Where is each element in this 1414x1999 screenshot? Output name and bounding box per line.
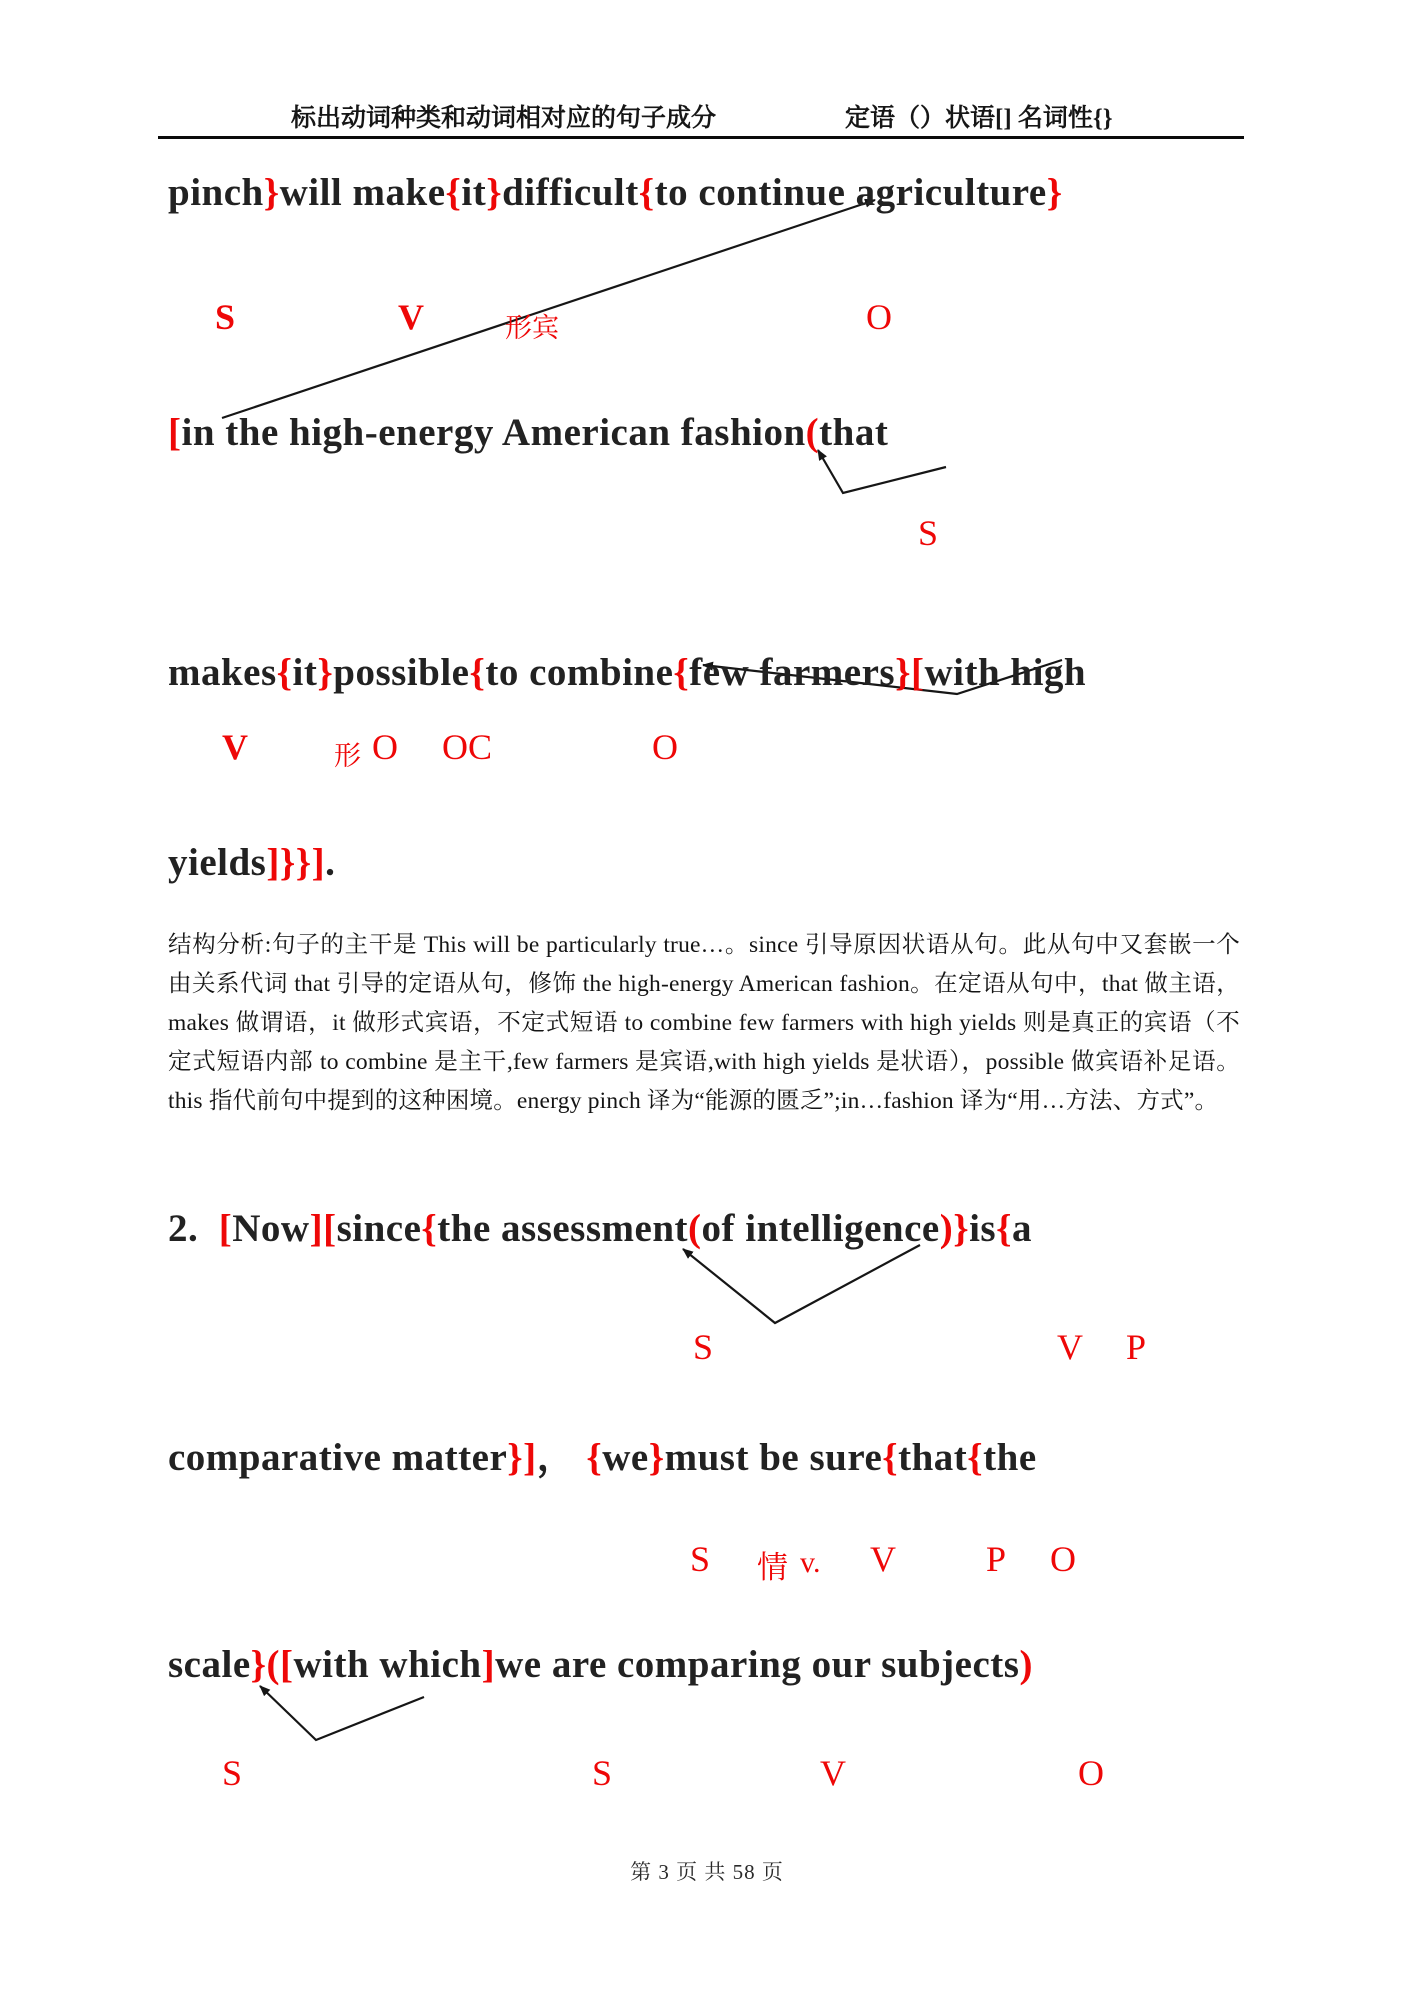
- label-object: O: [372, 727, 398, 767]
- label-subject: S: [592, 1753, 613, 1793]
- label-object-complement: OC: [442, 727, 493, 767]
- text-segment: the: [983, 1436, 1037, 1479]
- bracket-mark: {: [673, 651, 690, 694]
- bracket-mark: }: [1046, 171, 1063, 214]
- bracket-mark: {: [276, 651, 293, 694]
- text-segment: it: [292, 651, 318, 694]
- label-subject: S: [215, 297, 236, 337]
- bracket-mark: {: [638, 171, 655, 214]
- text-segment: the assessment: [437, 1207, 689, 1250]
- label-object: O: [652, 727, 678, 767]
- bracket-mark: (: [805, 411, 820, 454]
- bracket-mark: }: [486, 171, 503, 214]
- label-verb: V: [820, 1753, 846, 1793]
- bracket-mark: ]: [481, 1643, 496, 1686]
- bracket-mark: ): [1019, 1643, 1033, 1686]
- text-segment: few farmers: [689, 651, 896, 694]
- label-object: O: [1050, 1539, 1076, 1579]
- label-object: O: [866, 297, 892, 337]
- bracket-mark: {: [996, 1207, 1012, 1250]
- sentence2-line3: [168, 1642, 1033, 1687]
- bracket-mark: }: [895, 651, 911, 694]
- text-segment: with high: [924, 651, 1087, 694]
- sentence1-line2: [168, 410, 888, 455]
- text-segment: to combine: [485, 651, 674, 694]
- text-segment: 2.: [168, 1207, 219, 1250]
- bracket-mark: {: [421, 1207, 438, 1250]
- text-segment: yields: [168, 841, 267, 884]
- text-segment: .: [325, 841, 336, 884]
- bracket-mark: {: [445, 171, 462, 214]
- bracket-mark: ][: [309, 1207, 337, 1250]
- label-formal-object: 形宾: [505, 313, 559, 343]
- label-subject: S: [222, 1753, 243, 1793]
- header-left-title: 标出动词种类和动词相对应的句子成分: [291, 105, 717, 132]
- sentence1-line3: [168, 650, 1086, 695]
- bracket-mark: [: [910, 651, 925, 694]
- bracket-mark: }]: [507, 1436, 537, 1479]
- label-predicative: P: [1126, 1327, 1147, 1367]
- text-segment: pinch: [168, 171, 264, 214]
- sentence1-line4: [168, 840, 335, 885]
- text-segment: ，: [536, 1436, 587, 1479]
- sentence1-line1: [168, 170, 1063, 215]
- label-object: O: [1078, 1753, 1104, 1793]
- label-formal-prefix: 形: [334, 741, 361, 771]
- bracket-mark: }: [263, 171, 280, 214]
- label-modal-verb: v.: [800, 1546, 821, 1579]
- arrow-to-fashion-that: [818, 450, 946, 493]
- arrow-to-scale: [260, 1686, 424, 1740]
- text-segment: in the high-energy American fashion: [181, 411, 806, 454]
- text-segment: with which: [293, 1643, 482, 1686]
- bracket-mark: {: [967, 1436, 984, 1479]
- text-segment: to continue agriculture: [654, 171, 1047, 214]
- label-verb: V: [398, 297, 424, 337]
- text-segment: possible: [333, 651, 470, 694]
- arrow-to-assessment: [683, 1245, 920, 1323]
- text-segment: since: [336, 1207, 422, 1250]
- bracket-mark: {: [882, 1436, 899, 1479]
- text-segment: will make: [279, 171, 446, 214]
- bracket-mark: {: [586, 1436, 603, 1479]
- structure-analysis-paragraph: 结构分析:句子的主干是 This will be particularly true…。since 引导原因状语从句。此从句中又套嵌一个由关系代词 that 引导的定语从句，修饰 the high-energy American fashion。在定语从句中，that 做主语，makes 做谓语，it 做形式宾语，不定式短语 to combine few farmers with high yields 则是真正的宾语（不定式短语内部 to combine 是主干,few farmers 是宾语,with high yields 是状语），possible 做宾语补足语。this 指代前句中提到的这种困境。energy pinch 译为“能源的匮乏”;in…fashion 译为“用…方法、方式”。: [168, 932, 1240, 1114]
- bracket-mark: ]}}]: [266, 841, 326, 884]
- label-modal-prefix: 情: [757, 1550, 788, 1585]
- label-verb: V: [1057, 1327, 1083, 1367]
- text-segment: comparative matter: [168, 1436, 508, 1479]
- bracket-mark: }: [317, 651, 334, 694]
- text-segment: we are comparing our subjects: [495, 1643, 1020, 1686]
- label-verb: V: [222, 727, 248, 767]
- text-segment: makes: [168, 651, 277, 694]
- text-segment: that: [898, 1436, 968, 1479]
- bracket-mark: }([: [250, 1643, 294, 1686]
- text-segment: Now: [232, 1207, 310, 1250]
- text-segment: difficult: [502, 171, 639, 214]
- bracket-mark: }: [648, 1436, 665, 1479]
- page-number: 第 3 页 共 58 页: [630, 1860, 784, 1884]
- bracket-mark: [: [218, 1207, 233, 1250]
- text-segment: it: [461, 171, 487, 214]
- text-segment: we: [602, 1436, 649, 1479]
- bracket-mark: {: [469, 651, 486, 694]
- text-segment: a: [1011, 1207, 1032, 1250]
- text-segment: is: [969, 1207, 997, 1250]
- text-segment: scale: [168, 1643, 251, 1686]
- label-verb: V: [870, 1539, 896, 1579]
- header-legend: 定语（）状语[] 名词性{}: [845, 105, 1113, 132]
- bracket-mark: (: [688, 1207, 702, 1250]
- label-predicative: P: [986, 1539, 1007, 1579]
- label-clause-subject: S: [918, 513, 939, 553]
- label-subject: S: [693, 1327, 714, 1367]
- text-segment: must be sure: [664, 1436, 883, 1479]
- text-segment: of intelligence: [701, 1207, 940, 1250]
- label-subject: S: [690, 1539, 711, 1579]
- bracket-mark: )}: [939, 1207, 970, 1250]
- sentence2-line1: [168, 1206, 1032, 1251]
- bracket-mark: [: [168, 411, 182, 454]
- text-segment: that: [819, 411, 889, 454]
- sentence2-line2: [168, 1426, 1037, 1482]
- header-rule: [158, 136, 1244, 139]
